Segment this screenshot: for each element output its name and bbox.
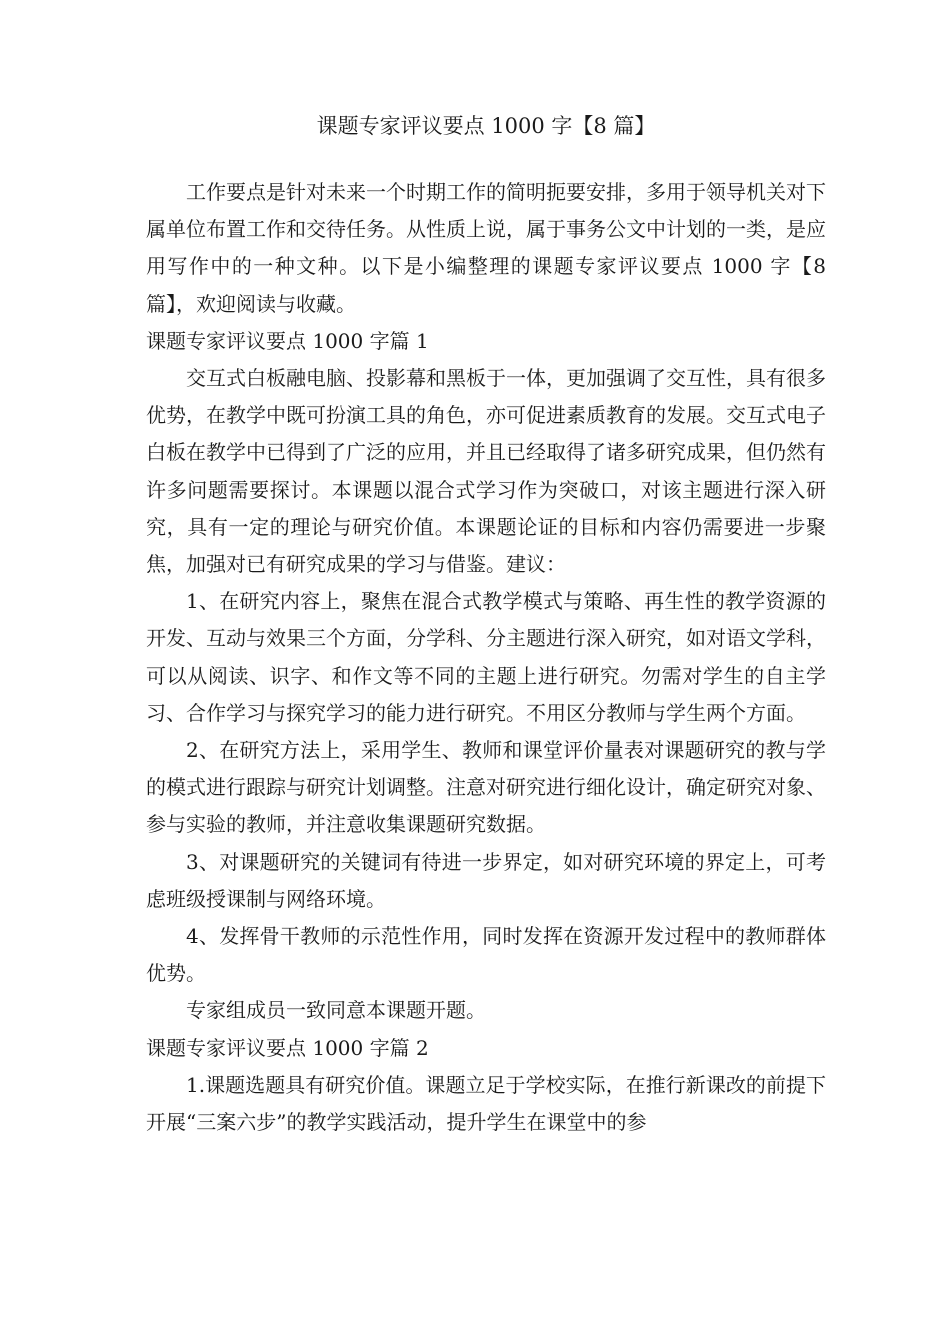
document-body [146,174,826,1141]
section1-paragraph-6: 专家组成员一致同意本课题开题。 [186,998,486,1023]
section1-paragraph-2: 1、在研究内容上，聚焦在混合式教学模式与策略、再生性的教学资源的开发、互动与效果三个方面，分学科、分主题进行深入研究，如对语文学科，可以从阅读、识字、和作文等不同的主题上进行研究。勿需对学生的自主学习、合作学习与探究学习的能力进行研究。不用区分教师与学生两个方面。 [146,589,826,725]
section2-paragraph-1: 1.课题选题具有研究价值。课题立足于学校实际，在推行新课改的前提下开展“三案六步”的教学实践活动，提升学生在课堂中的参 [146,1072,826,1135]
section1-paragraph-4: 3、对课题研究的关键词有待进一步界定，如对研究环境的界定上，可考虑班级授课制与网络环境。 [146,849,826,911]
document-title: 课题专家评议要点 1000 字【8 篇】 [316,114,656,138]
section-heading-1: 课题专家评议要点 1000 字篇 1 [146,328,429,353]
section1-paragraph-3: 2、在研究方法上，采用学生、教师和课堂评价量表对课题研究的教与学的模式进行跟踪与研究计划调整。注意对研究进行细化设计，确定研究对象、参与实验的教师，并注意收集课题研究数据。 [146,738,826,837]
intro-paragraph: 工作要点是针对未来一个时期工作的简明扼要安排，多用于领导机关对下属单位布置工作和交待任务。从性质上说，属于事务公文中计划的一类，是应用写作中的一种文种。以下是小编整理的课题专家评议要点 1000 字【8 篇】，欢迎阅读与收藏。 [146,180,826,316]
section-heading-2: 课题专家评议要点 1000 字篇 2 [146,1035,429,1060]
section1-paragraph-1: 交互式白板融电脑、投影幕和黑板于一体，更加强调了交互性，具有很多优势，在教学中既可扮演工具的角色，亦可促进素质教育的发展。交互式电子白板在教学中已得到了广泛的应用，并且已经取得了诸多研究成果，但仍然有许多问题需要探讨。本课题以混合式学习作为突破口，对该主题进行深入研究，具有一定的理论与研究价值。本课题论证的目标和内容仍需要进一步聚焦，加强对已有研究成果的学习与借鉴。建议： [146,366,826,577]
section1-paragraph-5: 4、发挥骨干教师的示范性作用，同时发挥在资源开发过程中的教师群体优势。 [146,924,826,986]
